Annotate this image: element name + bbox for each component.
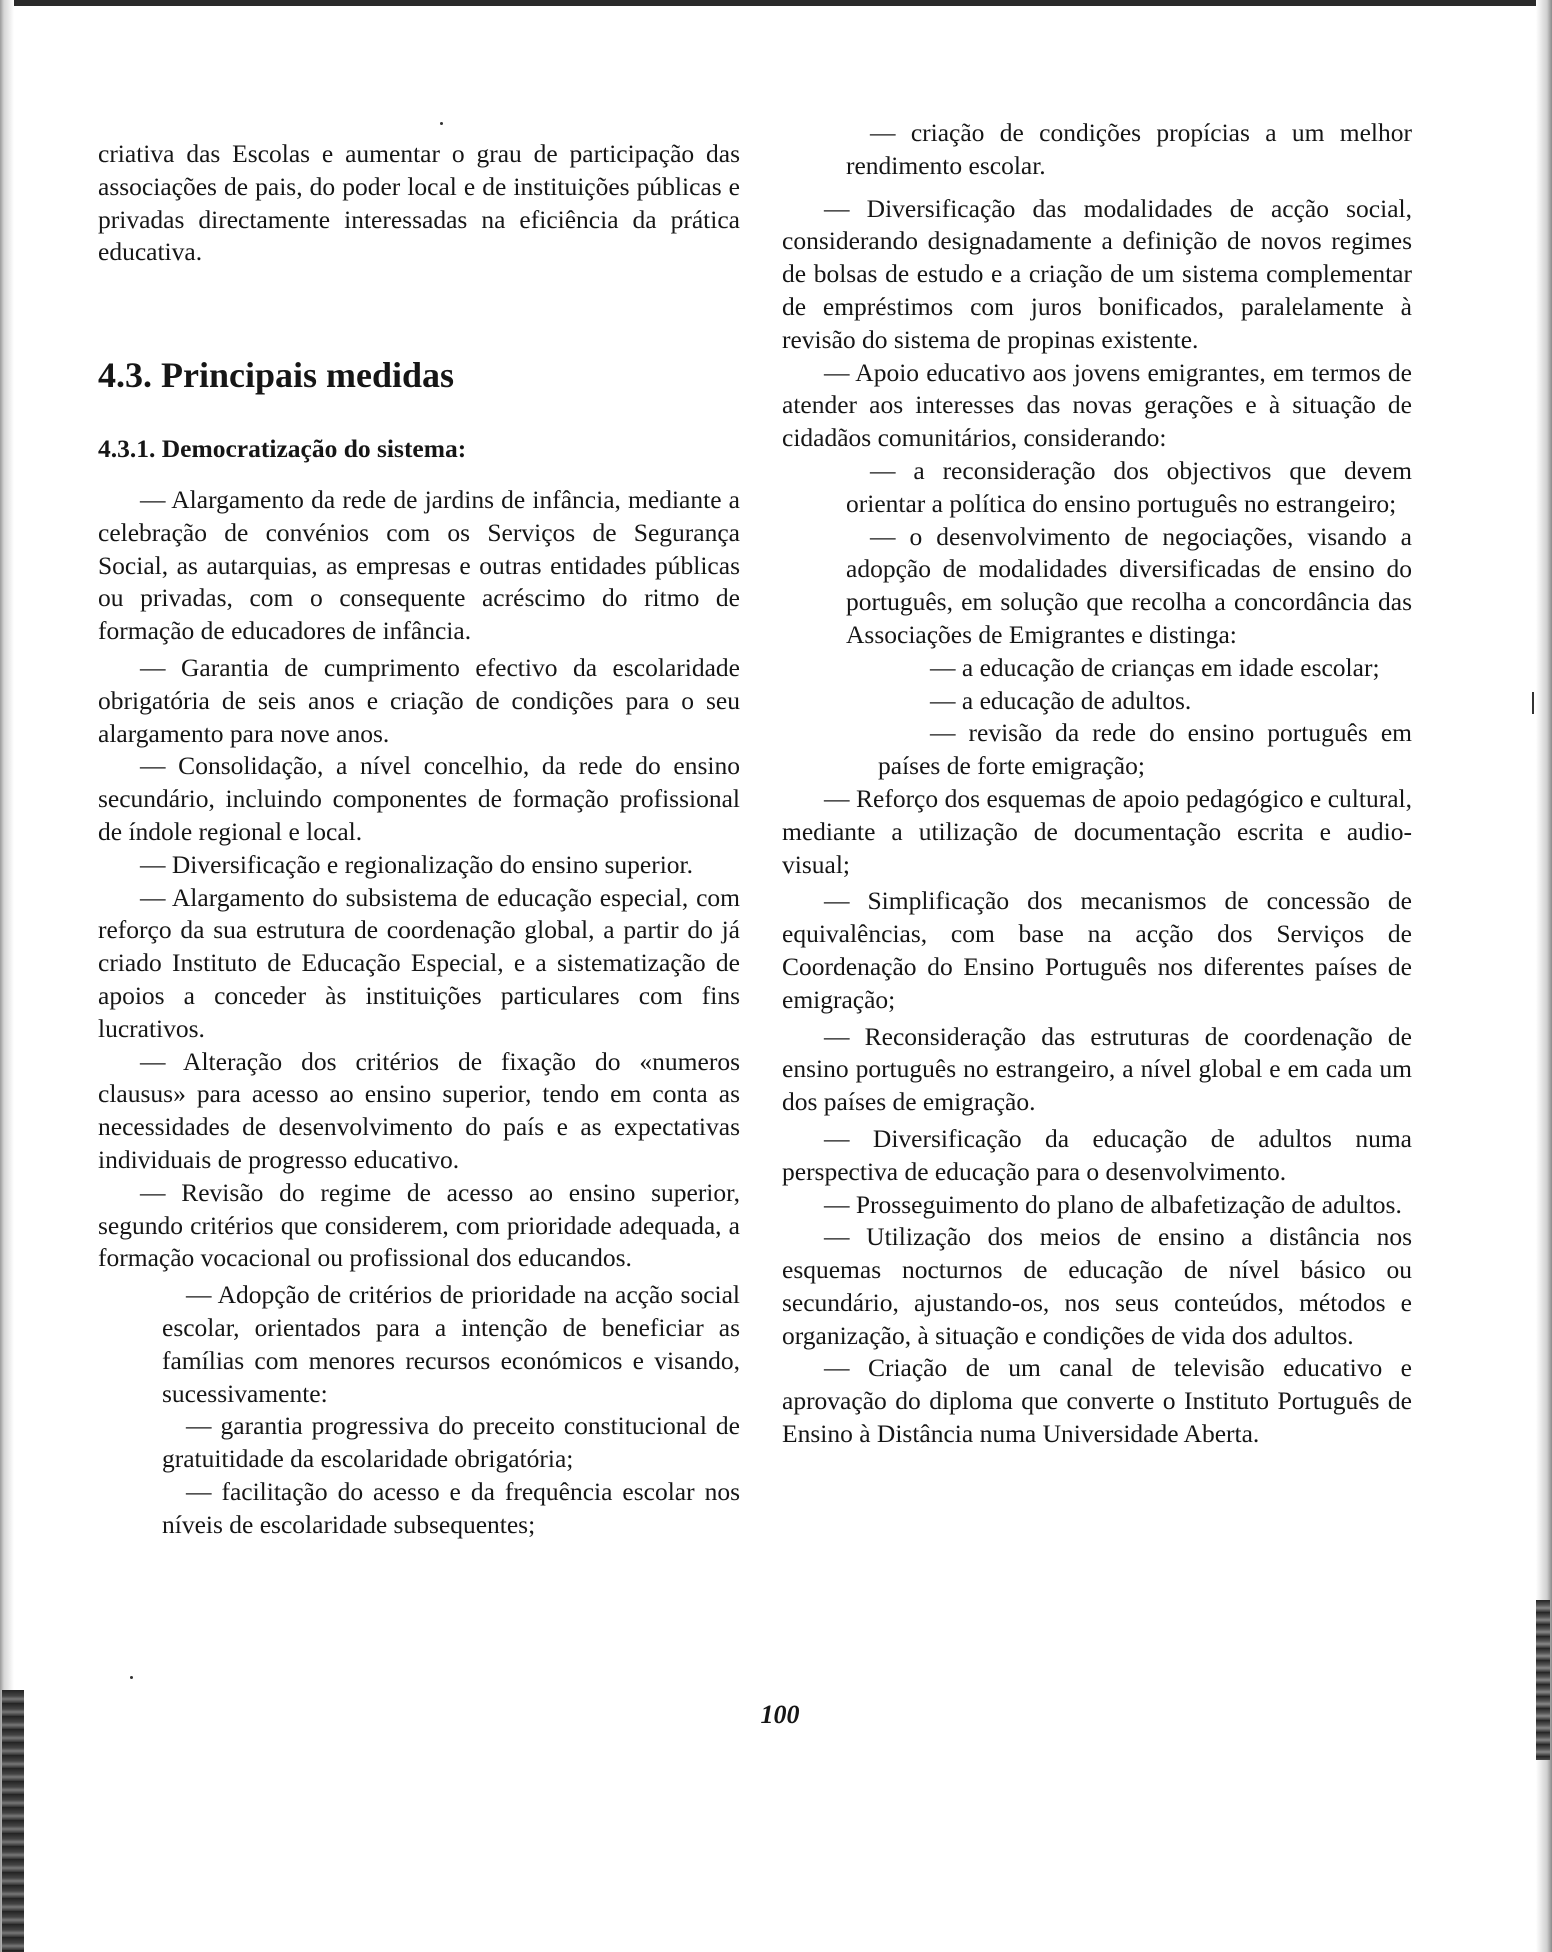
social-action-item: — Adopção de critérios de prioridade na acção social escolar, orientados para a intenção de beneficiar as famílias com menores recursos económicos e visando, sucessivamente: [162, 1280, 740, 1408]
emigrant-subsubitem: — revisão da rede do ensino português em países de forte emigração; [878, 718, 1412, 781]
measure-item: — Simplificação dos mecanismos de concessão de equivalências, com base na acção dos Serviços de Coordenação do Ensino Português nos diferentes países de emigração; [782, 886, 1412, 1014]
section-heading: 4.3. Principais medidas [98, 355, 455, 396]
measure-item: — Garantia de cumprimento efectivo da escolaridade obrigatória de seis anos e criação de condições para o seu alargamento para nove anos. [98, 652, 740, 748]
top-scan-border [0, 0, 1552, 6]
measure-item: — Consolidação, a nível concelhio, da rede do ensino secundário, incluindo componentes de formação profissional de índole regional e local. [98, 751, 740, 846]
intro-paragraph: criativa das Escolas e aumentar o grau de participação das associações de pais, do poder local e de instituições públicas e privadas directamente interessadas na eficiência da prática educativa. [98, 139, 740, 267]
emigrant-subsubitem: — a educação de adultos. [930, 685, 1192, 715]
left-scan-binding-mark [2, 1690, 24, 1952]
measure-item: — Alargamento da rede de jardins de infância, mediante a celebração de convénios com os Serviços de Segurança Social, as autarquias, as empresas e outras entidades públicas ou privadas, com o consequente acréscimo do ritmo de formação de educadores de infância. [98, 484, 740, 646]
measure-item: — Revisão do regime de acesso ao ensino superior, segundo critérios que considerem, com prioridade adequada, a formação vocacional ou profissional dos educandos. [98, 1177, 740, 1273]
measure-item: — Reforço dos esquemas de apoio pedagógico e cultural, mediante a utilização de documentação escrita e audio-visual; [782, 783, 1412, 879]
social-action-subitem: — facilitação do acesso e da frequência escolar nos níveis de escolaridade subsequentes; [162, 1476, 740, 1539]
right-scan-binding-mark [1536, 1600, 1550, 1760]
left-scan-shadow [0, 0, 14, 1952]
measure-item: — Diversificação da educação de adultos numa perspectiva de educação para o desenvolvimento. [782, 1123, 1412, 1186]
social-action-subitem: — criação de condições propícias a um melhor rendimento escolar. [846, 118, 1412, 180]
social-action-subitem: — garantia progressiva do preceito constitucional de gratuitidade da escolaridade obrigatória; [162, 1411, 740, 1474]
measure-item: — Prosseguimento do plano de albafetização de adultos. [824, 1189, 1402, 1219]
measure-item: — Criação de um canal de televisão educativo e aprovação do diploma que converte o Instituto Português de Ensino à Distância numa Universidade Aberta. [782, 1353, 1412, 1449]
right-column [782, 117, 1412, 1451]
scan-speck [1532, 692, 1534, 714]
left-column [98, 138, 740, 1541]
emigrant-subsubitem: — a educação de crianças em idade escolar; [930, 652, 1380, 682]
scan-speck [130, 1676, 133, 1679]
emigrant-subitem: — a reconsideração dos objectivos que devem orientar a política do ensino português no estrangeiro; [846, 455, 1412, 518]
emigrant-subitem: — o desenvolvimento de negociações, visando a adopção de modalidades diversificadas de ensino do português, em solução que recolha a concordância das Associações de Emigrantes e distinga: [846, 521, 1412, 649]
scan-speck [440, 122, 443, 125]
subsection-heading: 4.3.1. Democratização do sistema: [98, 434, 467, 464]
measure-item: — Diversificação e regionalização do ensino superior. [140, 849, 693, 879]
measure-item: — Utilização dos meios de ensino a distância nos esquemas nocturnos de educação de nível básico ou secundário, ajustando-os, nos seus conteúdos, métodos e organização, à situação e condições de vida dos adultos. [782, 1222, 1412, 1350]
measure-item: — Alteração dos critérios de fixação do «numeros clausus» para acesso ao ensino superior, tendo em conta as necessidades de desenvolvimento do país e as expectativas individuais de progresso educativo. [98, 1046, 740, 1174]
page-number: 100 [760, 1700, 800, 1729]
measure-item: — Apoio educativo aos jovens emigrantes, em termos de atender aos interesses das novas gerações e à situação de cidadãos comunitários, considerando: [782, 357, 1412, 453]
measure-item: — Reconsideração das estruturas de coordenação de ensino português no estrangeiro, a nível global e em cada um dos países de emigração. [782, 1021, 1412, 1117]
measure-item: — Diversificação das modalidades de acção social, considerando designadamente a definição de novos regimes de bolsas de estudo e a criação de um sistema complementar de empréstimos com juros bonificados, paralelamente à revisão do sistema de propinas existente. [782, 193, 1412, 354]
measure-item: — Alargamento do subsistema de educação especial, com reforço da sua estrutura de coordenação global, a partir do já criado Instituto de Educação Especial, e a sistematização de apoios a conceder às instituições particulares com fins lucrativos. [98, 882, 740, 1043]
